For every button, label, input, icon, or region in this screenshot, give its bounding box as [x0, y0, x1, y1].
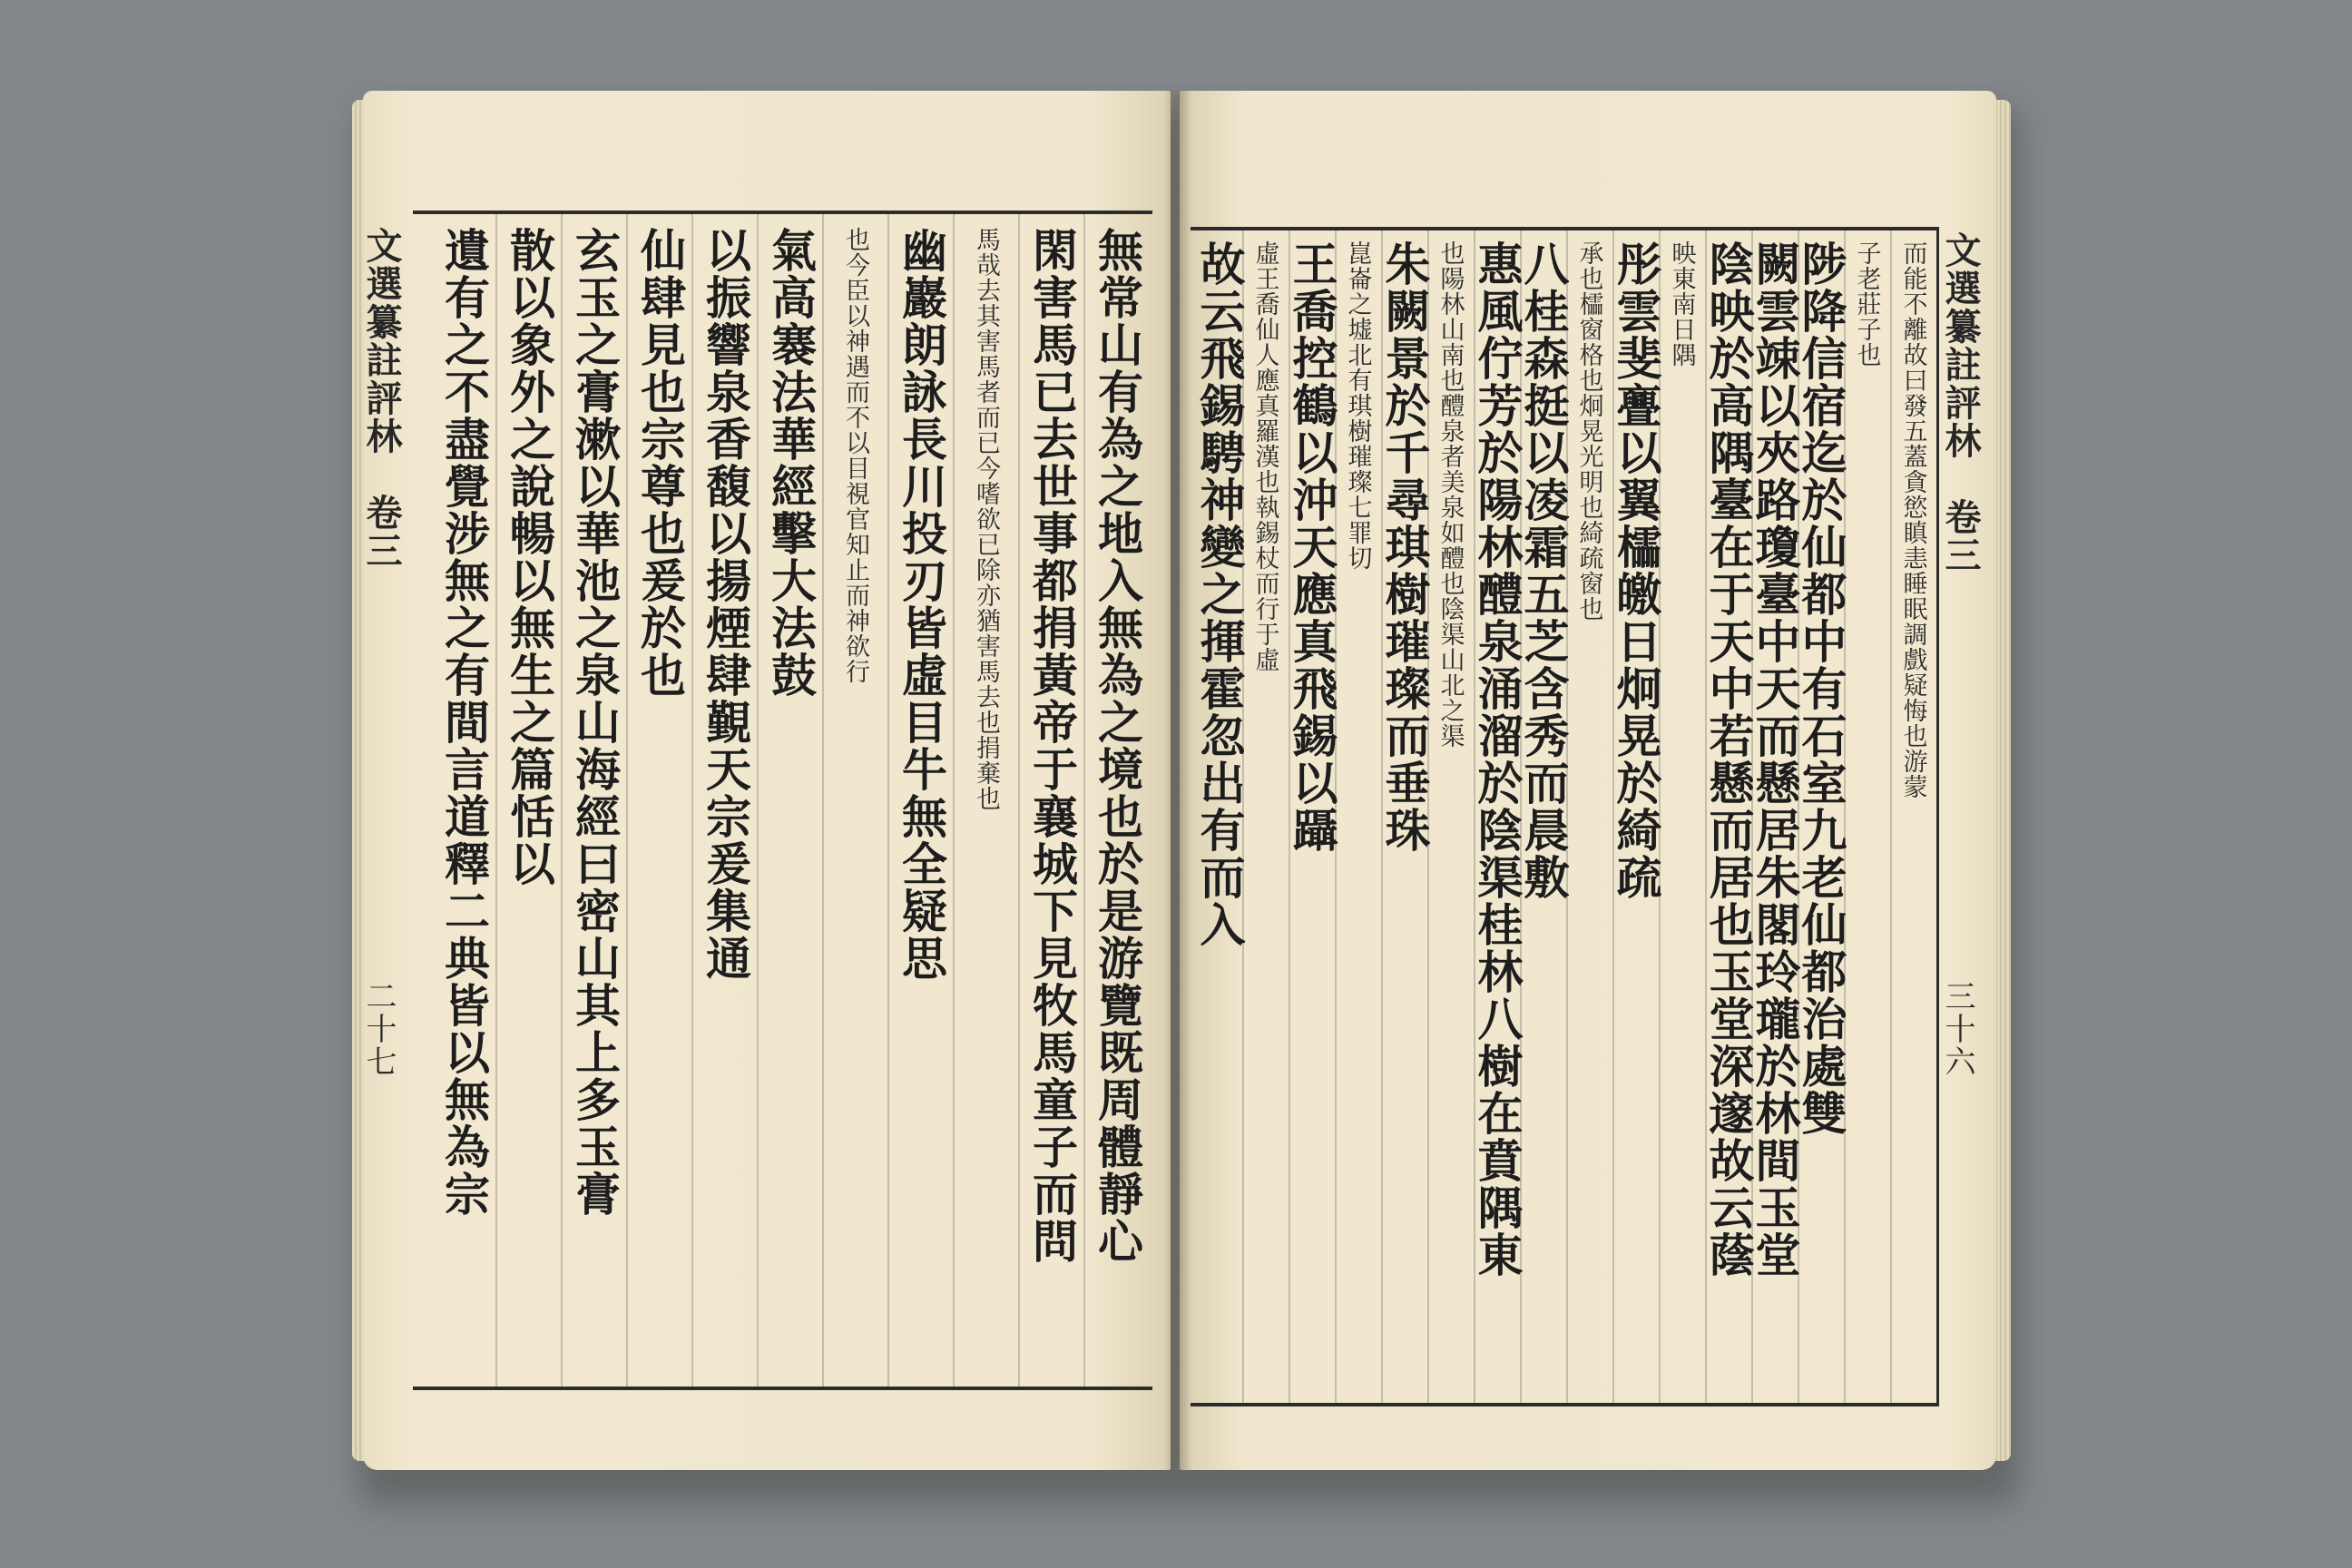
text-column: 虛王喬仙人應真羅漢也執錫杖而行于虛 — [1250, 240, 1279, 672]
text-column: 陟降信宿迄於仙都中有石室九老仙都治處雙 — [1794, 240, 1848, 1137]
text-column: 而能不離故曰發五蓋貪慾瞋恚睡眠調戲疑悔也游蒙 — [1898, 240, 1927, 799]
text-column: 閑害馬已去世事都捐黃帝于襄城下見牧馬童子而問 — [1025, 227, 1079, 1265]
column-rule — [1890, 230, 1892, 1403]
text-column: 遺有之不盡覺涉無之有間言道釋二典皆以無為宗 — [437, 227, 491, 1218]
text-column: 也陽林山南也醴泉者美泉如醴也陰渠山北之渠 — [1436, 240, 1465, 749]
text-column: 彤雲斐亹以翼櫺皦日炯晃於綺疏 — [1609, 240, 1663, 901]
text-column: 映東南日隅 — [1667, 240, 1696, 368]
text-column: 玄玉之膏漱以華池之泉山海經曰密山其上多玉膏 — [568, 227, 622, 1218]
text-column: 子老莊子也 — [1852, 240, 1881, 368]
text-column: 闕雲竦以夾路瓊臺中天而懸居朱閣玲瓏於林間玉堂 — [1748, 240, 1802, 1279]
left-page-folio: 二十七 — [360, 980, 397, 1078]
text-column: 馬哉去其害馬者而已今嗜欲已除亦猶害馬去也捐棄也 — [972, 227, 1000, 811]
text-column: 也今臣以神遇而不以目視官知止而神欲行 — [841, 227, 869, 684]
text-column: 氣高褰法華經擊大法鼓 — [764, 227, 818, 699]
column-rule — [1083, 214, 1085, 1387]
text-column: 承也櫺窗格也炯晃光明也綺疏窗也 — [1574, 240, 1603, 622]
text-column: 惠風佇芳於陽林醴泉涌溜於陰渠桂林八樹在賁隅東 — [1470, 240, 1524, 1279]
column-rule — [953, 214, 955, 1387]
text-column: 故云飛錫騁神變之揮霍忽出有而入 — [1192, 240, 1247, 948]
column-rule — [691, 214, 693, 1387]
text-column: 無常山有為之地入無為之境也於是游覽既周體靜心 — [1091, 227, 1144, 1265]
text-column: 王喬控鶴以沖天應真飛錫以躡 — [1285, 240, 1339, 854]
column-rule — [626, 214, 628, 1387]
text-column: 以振響泉香馥以揚煙肆覲天宗爰集通 — [699, 227, 752, 982]
column-rule — [822, 214, 824, 1387]
text-column: 幽巖朗詠長川投刃皆虛目牛無全疑思 — [895, 227, 948, 982]
left-page-header: 文選纂註評林 卷三 — [360, 227, 403, 570]
column-rule — [561, 214, 563, 1387]
column-rule — [1018, 214, 1020, 1387]
book-gutter — [1163, 91, 1192, 1470]
text-column: 八桂森挺以凌霜五芝含秀而晨敷 — [1516, 240, 1571, 901]
text-column: 朱闕景於千尋琪樹璀璨而垂珠 — [1377, 240, 1432, 854]
text-column: 散以象外之說暢以無生之篇恬以 — [503, 227, 556, 887]
right-page-header: 文選纂註評林 卷三 — [1939, 231, 1982, 574]
column-rule — [887, 214, 889, 1387]
text-column: 陰映於高隅臺在于天中若懸而居也玉堂深邃故云蔭 — [1701, 240, 1756, 1279]
right-page-folio: 三十六 — [1939, 980, 1975, 1078]
text-column: 崑崙之墟北有琪樹璀璨七罪切 — [1343, 240, 1372, 571]
text-column: 仙肆見也宗尊也爰於也 — [633, 227, 687, 699]
column-rule — [495, 214, 497, 1387]
column-rule — [757, 214, 759, 1387]
